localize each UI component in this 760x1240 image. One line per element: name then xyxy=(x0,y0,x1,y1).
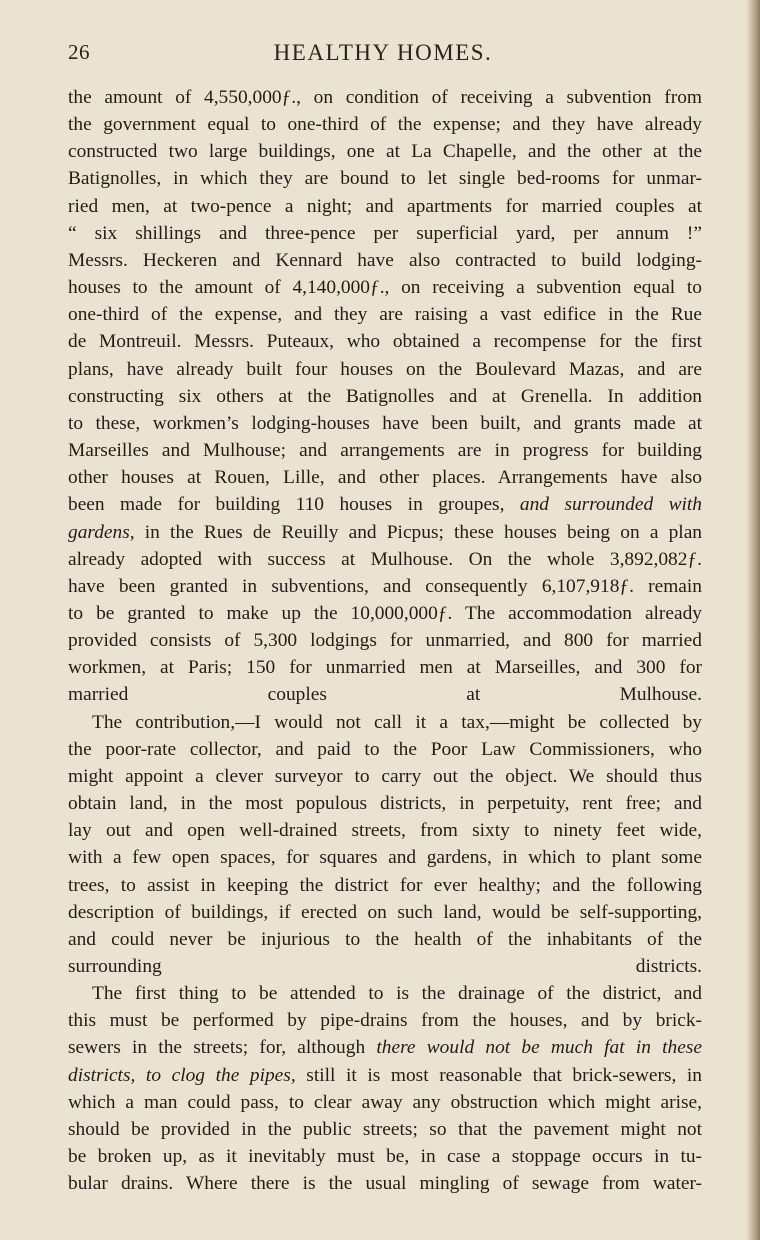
text-segment: in the Rues de Reuilly and Picpus; these houses being on a plan xyxy=(144,521,702,543)
text-line: “ six shillings and three-pence per superficial yard, per annum !” xyxy=(68,222,702,244)
text-segment: sewers in the streets; for, although xyxy=(68,1037,366,1059)
italic-segment: and surrounded with xyxy=(519,494,702,516)
text-line: the amount of 4,550,000ƒ., on condition of receiving a subvention from xyxy=(68,87,702,108)
text-line: obtain land, in the most populous districts, in perpetuity, rent free; and xyxy=(68,793,702,815)
text-line-mixed xyxy=(68,1062,702,1089)
text-line: The first thing to be attended to is the drainage of the district, and xyxy=(92,983,702,1005)
text-line: the poor-rate collector, and paid to the Poor Law Commissioners, who xyxy=(68,738,702,760)
italic-segment: gardens, xyxy=(68,521,135,543)
running-head: HEALTHY HOMES. xyxy=(273,40,493,65)
text-line: married couples at Mulhouse. xyxy=(68,684,702,706)
text-line: which a man could pass, to clear away any obstruction which might arise, xyxy=(68,1091,702,1113)
italic-segment: there would not be much fat in these xyxy=(376,1037,702,1059)
text-line-mixed xyxy=(68,519,702,546)
text-line: be broken up, as it inevitably must be, in case a stoppage occurs in tu- xyxy=(68,1146,702,1168)
text-line: already adopted with success at Mulhouse. On the whole 3,892,082ƒ. xyxy=(68,548,702,570)
text-line: The contribution,—I would not call it a tax,—might be collected by xyxy=(92,711,702,733)
text-line: might appoint a clever surveyor to carry out the object. We should thus xyxy=(68,765,702,787)
text-line: surrounding districts. xyxy=(68,956,702,977)
text-line: provided consists of 5,300 lodgings for unmarried, and 800 for married xyxy=(68,630,702,652)
text-line: have been granted in subventions, and consequently 6,107,918ƒ. remain xyxy=(68,575,702,597)
text-line: this must be performed by pipe-drains from the houses, and by brick- xyxy=(68,1010,702,1032)
text-line: one-third of the expense, and they are raising a vast edifice in the Rue xyxy=(68,304,702,326)
text-line: constructed two large buildings, one at La Chapelle, and the other at the xyxy=(68,141,702,163)
text-line-mixed xyxy=(68,491,702,518)
text-line: ried men, at two-pence a night; and apartments for married couples at xyxy=(68,195,702,217)
text-line: lay out and open well-drained streets, from sixty to ninety feet wide, xyxy=(68,820,702,842)
text-line: houses to the amount of 4,140,000ƒ., on receiving a subvention equal to xyxy=(68,277,702,299)
text-line: constructing six others at the Batignolles and at Grenella. In addition xyxy=(68,385,702,407)
text-line: Marseilles and Mulhouse; and arrangements are in progress for building xyxy=(68,440,702,462)
text-line: de Montreuil. Messrs. Puteaux, who obtained a recompense for the first xyxy=(68,331,702,353)
text-line: plans, have already built four houses on the Boulevard Mazas, and are xyxy=(68,358,702,380)
text-line: and could never be injurious to the health of the inhabitants of the xyxy=(68,928,702,950)
page-header xyxy=(68,40,698,74)
text-line-mixed xyxy=(68,1034,702,1061)
text-line: Batignolles, in which they are bound to let single bed-rooms for unmar- xyxy=(68,168,702,190)
text-line: the government equal to one-third of the expense; and they have already xyxy=(68,114,702,136)
text-line: other houses at Rouen, Lille, and other places. Arrangements have also xyxy=(68,467,702,489)
page-number: 26 xyxy=(68,40,90,64)
body-text xyxy=(68,84,702,1197)
text-line: trees, to assist in keeping the district for ever healthy; and the following xyxy=(68,874,702,896)
text-line: description of buildings, if erected on such land, would be self-supporting, xyxy=(68,901,702,923)
text-segment: been made for building 110 houses in groupes, xyxy=(68,494,505,516)
text-line: should be provided in the public streets; so that the pavement might not xyxy=(68,1118,702,1140)
text-line: to these, workmen’s lodging-houses have been built, and grants made at xyxy=(68,412,702,434)
paragraph-subventions xyxy=(68,84,702,709)
text-segment: still it is most reasonable that brick-sewers, in xyxy=(306,1064,702,1086)
text-line: with a few open spaces, for squares and gardens, in which to plant some xyxy=(68,847,702,869)
paragraph-drainage xyxy=(68,980,702,1197)
italic-segment: districts, to clog the pipes, xyxy=(68,1064,296,1086)
text-line: Messrs. Heckeren and Kennard have also contracted to build lodging- xyxy=(68,249,702,271)
text-line: bular drains. Where there is the usual mingling of sewage from water- xyxy=(68,1173,702,1195)
paragraph-contribution xyxy=(68,709,702,981)
text-line: to be granted to make up the 10,000,000ƒ. The accommodation already xyxy=(68,602,702,624)
text-line: workmen, at Paris; 150 for unmarried men at Marseilles, and 300 for xyxy=(68,657,702,679)
page-edge-shadow xyxy=(746,0,760,1240)
